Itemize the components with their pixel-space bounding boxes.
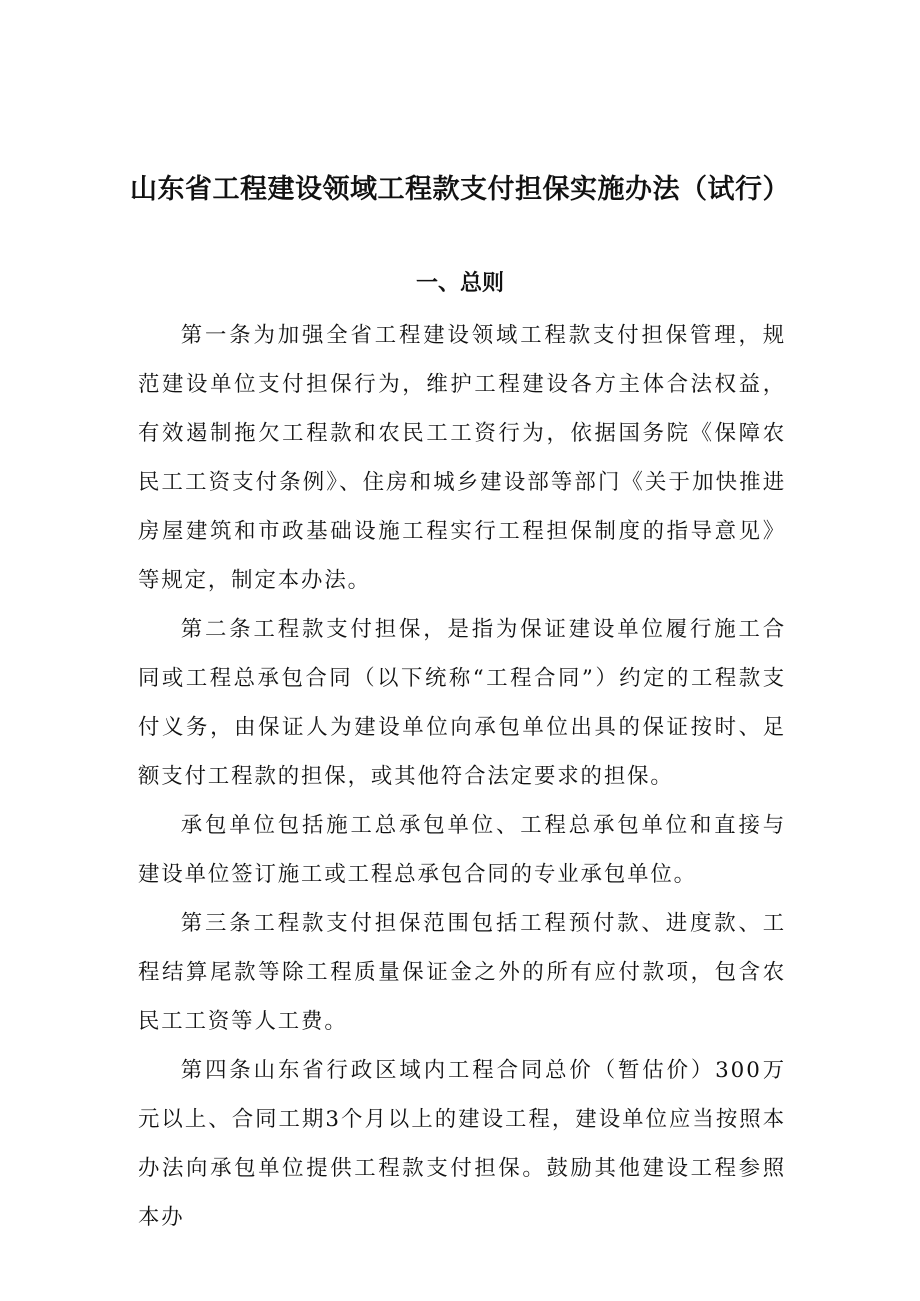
paragraph-article-1: 第一条为加强全省工程建设领域工程款支付担保管理，规范建设单位支付担保行为，维护工程建设各方主体合法权益，有效遏制拖欠工程款和农民工工资行为，依据国务院《保障农民工工资支付条例》、住房和城乡建设部等部门《关于加快推进房屋建筑和市政基础设施工程实行工程担保制度的指导意见》等规定，制定本办法。 <box>138 323 786 593</box>
paragraph-article-4: 第四条山东省行政区域内工程合同总价（暂估价）300万元以上、合同工期3个月以上的建设工程，建设单位应当按照本办法向承包单位提供工程款支付担保。鼓励其他建设工程参照本办 <box>138 1058 786 1230</box>
section-heading: 一、总则 <box>415 270 504 296</box>
document-body <box>138 311 786 1242</box>
paragraph-article-3: 第三条工程款支付担保范围包括工程预付款、进度款、工程结算尾款等除工程质量保证金之外的所有应付款项，包含农民工工资等人工费。 <box>138 911 786 1034</box>
paragraph-article-2: 第二条工程款支付担保，是指为保证建设单位履行施工合同或工程总承包合同（以下统称“工程合同”）约定的工程款支付义务，由保证人为建设单位向承包单位出具的保证按时、足额支付工程款的担保，或其他符合法定要求的担保。 <box>138 617 786 789</box>
document-title: 山东省工程建设领域工程款支付担保实施办法（试行） <box>130 174 790 205</box>
paragraph-contractor-definition: 承包单位包括施工总承包单位、工程总承包单位和直接与建设单位签订施工或工程总承包合同的专业承包单位。 <box>138 813 786 887</box>
